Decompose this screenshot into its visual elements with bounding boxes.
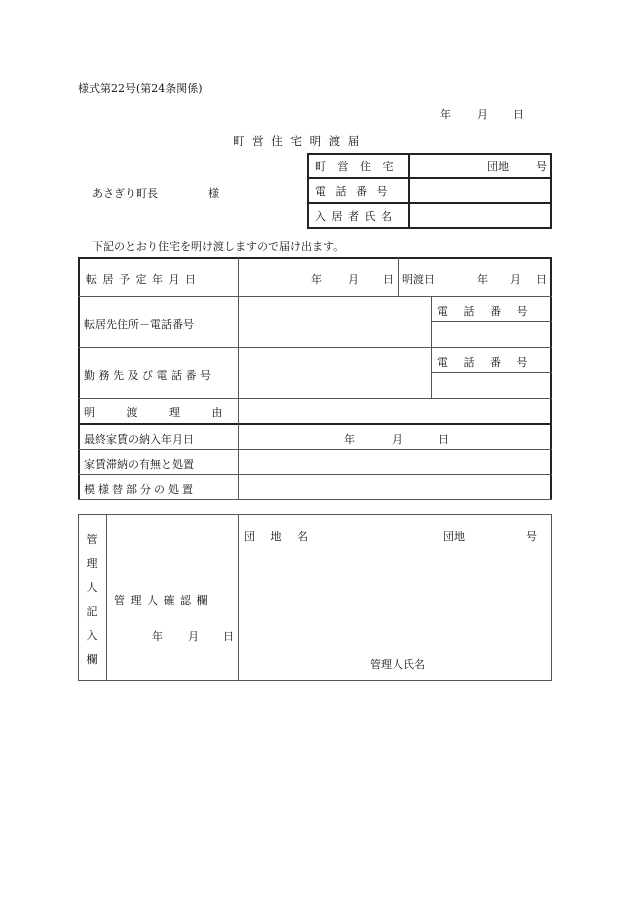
last-rent-field[interactable] [240,425,550,449]
move-date-label: 転 居 予 定 年 月 日 [86,273,197,286]
workplace-phone-field[interactable] [432,373,550,398]
danchi-suffix: 団地 [443,530,465,543]
intro-text: 下記のとおり住宅を明け渡しますので届け出ます。 [92,240,345,253]
vacate-year-label: 年 [477,273,488,286]
manager-name-field[interactable] [430,650,548,674]
workplace-phone-label: 電 話 番 号 [437,356,534,369]
manager-confirm-date-field[interactable] [108,622,238,646]
resident-name-field[interactable] [410,204,550,227]
vacate-day-label: 日 [536,273,547,286]
applicant-phone-field[interactable] [410,179,550,202]
form-number: 様式第22号(第24条関係) [78,82,203,95]
remodel-field[interactable] [240,475,550,499]
housing-label: 町 営 住 宅 [315,160,398,173]
addressee-honorific: 様 [208,187,219,200]
manager-vertical-char: 人 [86,581,98,594]
manager-vertical-char: 理 [86,557,98,570]
date-day-label: 日 [513,108,524,121]
move-day-label: 日 [383,273,394,286]
new-address-phone-field[interactable] [432,322,550,347]
vacate-date-field[interactable] [440,259,550,296]
remodel-label: 模様替部分の処置 [84,483,196,496]
housing-field[interactable] [410,155,550,177]
manager-vertical-char: 記 [86,605,98,618]
last-rent-month-label: 月 [392,433,403,446]
last-rent-label: 最終家賃の納入年月日 [84,433,194,446]
manager-vertical-char: 入 [86,629,98,642]
arrears-label: 家賃滞納の有無と処置 [84,458,194,471]
new-address-phone-label: 電 話 番 号 [437,305,534,318]
confirm-year-label: 年 [152,630,163,643]
go-suffix: 号 [526,530,537,543]
move-month-label: 月 [348,273,359,286]
danchi-name-label: 団 地 名 [244,530,314,543]
arrears-field[interactable] [240,450,550,474]
new-address-label: 転居先住所－電話番号 [84,318,194,331]
last-rent-year-label: 年 [344,433,355,446]
last-rent-day-label: 日 [438,433,449,446]
manager-vertical-char: 管 [86,533,98,546]
vacate-date-label: 明渡日 [402,273,435,286]
move-date-field[interactable] [240,259,398,296]
applicant-phone-label: 電 話 番 号 [315,185,391,198]
addressee: あさぎり町長 [92,187,158,200]
confirm-month-label: 月 [188,630,199,643]
housing-danchi-suffix: 団地 [487,160,509,173]
manager-name-label: 管理人氏名 [370,658,425,671]
reason-label: 明 渡 理 由 [84,406,237,419]
new-address-field[interactable] [240,297,431,347]
date-year-label: 年 [440,108,451,121]
workplace-field[interactable] [240,348,431,398]
date-month-label: 月 [477,108,488,121]
vacate-month-label: 月 [510,273,521,286]
reason-field[interactable] [240,399,550,423]
document-title: 町 営 住 宅 明 渡 届 [233,134,362,148]
move-year-label: 年 [311,273,322,286]
manager-vertical-label [84,528,100,672]
workplace-label: 勤 務 先 及 び 電 話 番 号 [84,369,211,382]
confirm-day-label: 日 [223,630,234,643]
housing-go-suffix: 号 [536,160,547,173]
resident-name-label: 入 居 者 氏 名 [315,210,393,223]
danchi-name-field[interactable] [310,522,548,546]
manager-vertical-char: 欄 [86,653,98,666]
manager-confirm-label: 管 理 人 確 認 欄 [114,594,209,607]
